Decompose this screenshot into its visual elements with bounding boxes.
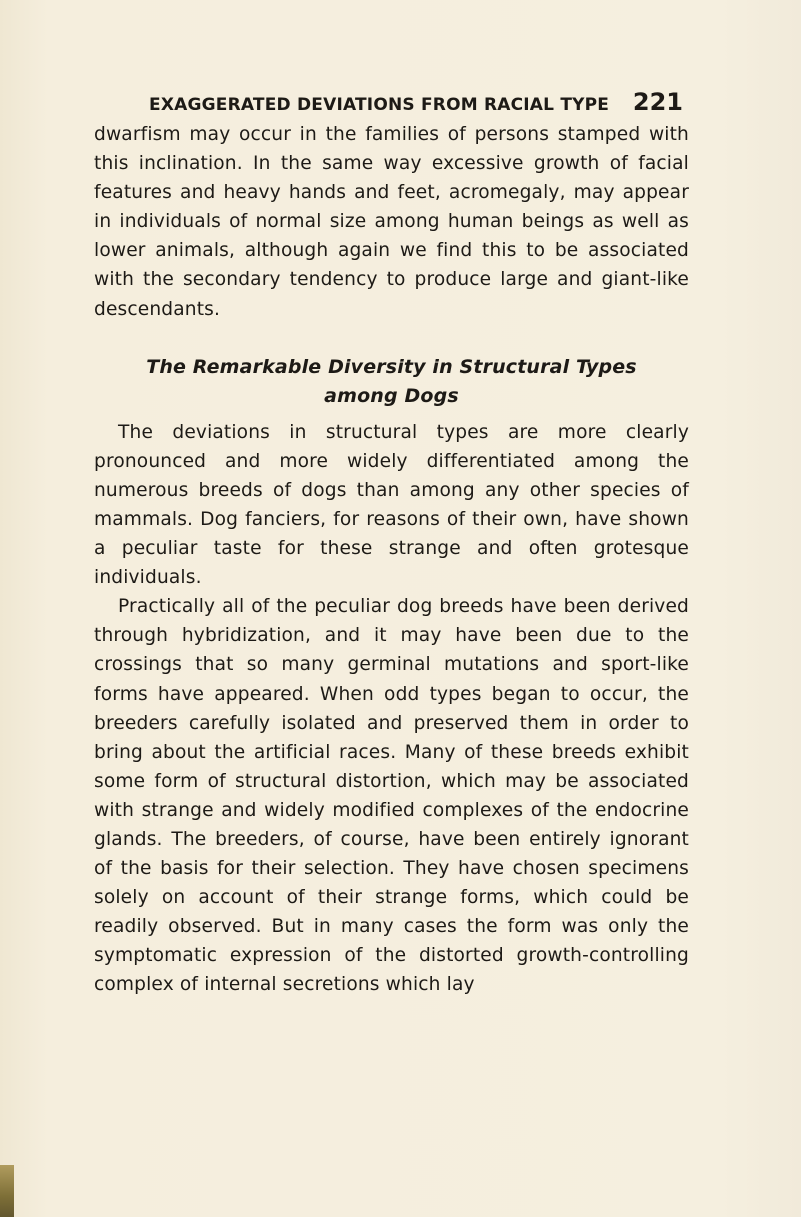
section-heading-line-2: among Dogs bbox=[324, 384, 459, 407]
running-title: EXAGGERATED DEVIATIONS FROM RACIAL TYPE bbox=[149, 95, 610, 115]
section-heading bbox=[94, 353, 689, 411]
page-edge-mark bbox=[0, 1165, 14, 1217]
paragraph: Practically all of the peculiar dog breeds have been derived through hybridization, and it may have been due to the crossings that so many germinal mutations and sport-like forms have appeared. When odd types began to occur, the breeders carefully isolated and preserved them in order to bring about the artificial races. Many of these breeds exhibit some form of structural distortion, which may be associated with strange and widely modified complexes of the endocrine glands. The breeders, of course, have been entirely ignorant of the basis for their selection. They have chosen specimens solely on account of their strange forms, which could be readily observed. But in many cases the form was only the symptomatic expression of the distorted growth-controlling complex of internal secretions which lay bbox=[94, 596, 689, 996]
section-heading-line-1: The Remarkable Diversity in Structural Types bbox=[146, 355, 637, 378]
body-text bbox=[94, 120, 689, 1000]
page-number: 221 bbox=[632, 88, 683, 116]
paragraph: The deviations in structural types are more clearly pronounced and more widely differentiated among the numerous breeds of dogs than among any other species of mammals. Dog fanciers, for reasons of their own, have shown a peculiar taste for these strange and often grotesque individuals. bbox=[94, 421, 689, 589]
running-head bbox=[149, 88, 683, 116]
paragraph-continued: dwarfism may occur in the families of persons stamped with this inclination. In the same way excessive growth of facial features and heavy hands and feet, acromegaly, may appear in individuals of normal size among human beings as well as lower animals, although again we find this to be associated with the secondary tendency to produce large and giant-like descendants. bbox=[94, 124, 689, 320]
